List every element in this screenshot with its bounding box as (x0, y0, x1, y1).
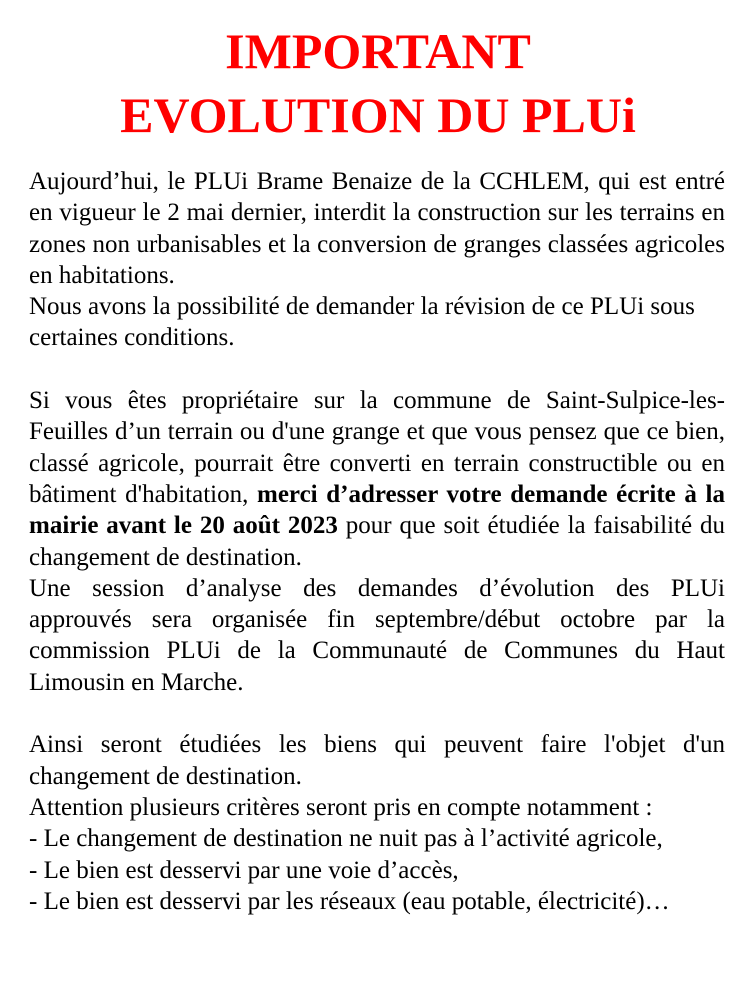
paragraph-analysis-session: Une session d’analyse des demandes d’évolution des PLUi approuvés sera organisée fin septembre/début octobre par la commission PLUi de la Communauté de Communes du Haut Limousin en Marche. (29, 574, 725, 696)
paragraph-studied-goods: Ainsi seront étudiées les biens qui peuvent faire l'objet d'un changement de destination. (29, 731, 725, 790)
owner-request-text-start: Si vous êtes propriétaire sur la commune de Saint-Sulpice-les-Feuilles d’un terrain ou d'une grange et que vous pensez que ce bien, classé agricole, pourrait être converti en terrain constructible ou en bâtiment d'habitation, (29, 387, 725, 508)
deadline-highlight: merci d’adresser votre demande écrite à la mairie avant le 20 août 2023 (29, 480, 725, 540)
notice-body (29, 166, 725, 917)
criteria-item-access-road: - Le bien est desservi par une voie d’accès, (29, 856, 459, 884)
paragraph-revision-possibility: Nous avons la possibilité de demander la révision de ce PLUi sous certaines conditions. (29, 293, 695, 352)
paragraph-plui-in-force: Aujourd’hui, le PLUi Brame Benaize de la CCHLEM, qui est entré en vigueur le 2 mai dernier, interdit la construction sur les terrains en zones non urbanisables et la conversion de granges classées agricoles en habitations. (29, 168, 725, 289)
paragraph-spacer (29, 354, 725, 385)
criteria-item-agricultural-activity: - Le changement de destination ne nuit pas à l’activité agricole, (29, 825, 663, 853)
criteria-item-utilities: - Le bien est desservi par les réseaux (eau potable, électricité)… (29, 887, 670, 915)
owner-request-text-end: pour que soit étudiée la faisabilité du changement de destination. (29, 512, 725, 571)
paragraph-owner-request (29, 385, 725, 573)
paragraph-spacer (29, 698, 725, 729)
notice-title-line-2: EVOLUTION DU PLUi (120, 87, 636, 143)
paragraph-criteria-intro: Attention plusieurs critères seront pris en compte notamment : (29, 793, 653, 821)
notice-title-line-1: IMPORTANT (225, 23, 531, 79)
